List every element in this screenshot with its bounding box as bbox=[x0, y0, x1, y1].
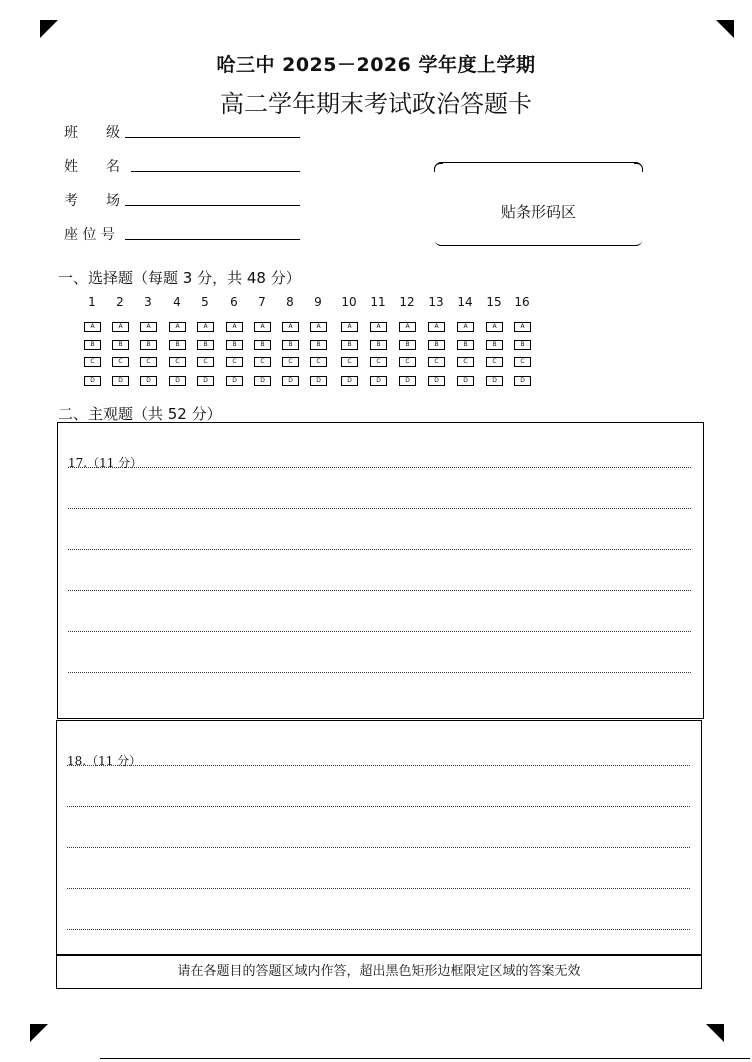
corner-marker-top-left bbox=[40, 20, 58, 38]
seat-number-label: 座 位 号 bbox=[64, 227, 115, 243]
choice-bubble-d[interactable]: D bbox=[457, 376, 474, 386]
choice-bubble-c[interactable]: C bbox=[486, 357, 503, 367]
answer-line bbox=[67, 806, 690, 807]
exam-room-field[interactable] bbox=[125, 205, 300, 206]
answer-box-q17[interactable] bbox=[57, 422, 704, 719]
answer-line bbox=[68, 672, 691, 673]
choice-bubble-a[interactable]: A bbox=[112, 322, 129, 332]
class-field[interactable] bbox=[125, 137, 300, 138]
choice-bubble-c[interactable]: C bbox=[399, 357, 416, 367]
answer-line bbox=[67, 765, 690, 766]
question-number: 8 bbox=[286, 295, 294, 309]
answer-line bbox=[68, 590, 691, 591]
question-number: 1 bbox=[88, 295, 96, 309]
choice-bubble-b[interactable]: B bbox=[84, 340, 101, 350]
choice-bubble-b[interactable]: B bbox=[486, 340, 503, 350]
corner-marker-top-right bbox=[716, 20, 734, 38]
choice-bubble-d[interactable]: D bbox=[341, 376, 358, 386]
choice-bubble-a[interactable]: A bbox=[428, 322, 445, 332]
question-number: 14 bbox=[457, 295, 473, 309]
choice-bubble-d[interactable]: D bbox=[84, 376, 101, 386]
choice-bubble-a[interactable]: A bbox=[169, 322, 186, 332]
choice-bubble-d[interactable]: D bbox=[310, 376, 327, 386]
choice-bubble-a[interactable]: A bbox=[399, 322, 416, 332]
choice-bubble-c[interactable]: C bbox=[226, 357, 243, 367]
choice-bubble-c[interactable]: C bbox=[169, 357, 186, 367]
name-field[interactable] bbox=[131, 171, 300, 172]
choice-bubble-d[interactable]: D bbox=[226, 376, 243, 386]
answer-line bbox=[67, 847, 690, 848]
choice-bubble-d[interactable]: D bbox=[282, 376, 299, 386]
corner-marker-bottom-right bbox=[706, 1024, 724, 1042]
answer-line bbox=[68, 508, 691, 509]
exam-title-line1: 哈三中 2025－2026 学年度上学期 bbox=[216, 54, 536, 76]
question-number: 9 bbox=[314, 295, 322, 309]
answer-line bbox=[68, 631, 691, 632]
choice-bubble-b[interactable]: B bbox=[457, 340, 474, 350]
choice-bubble-d[interactable]: D bbox=[140, 376, 157, 386]
question-number: 7 bbox=[258, 295, 266, 309]
choice-bubble-c[interactable]: C bbox=[84, 357, 101, 367]
choice-bubble-c[interactable]: C bbox=[457, 357, 474, 367]
choice-bubble-c[interactable]: C bbox=[282, 357, 299, 367]
choice-bubble-a[interactable]: A bbox=[197, 322, 214, 332]
class-label: 班 级 bbox=[64, 125, 120, 141]
choice-bubble-a[interactable]: A bbox=[226, 322, 243, 332]
question-number: 2 bbox=[116, 295, 124, 309]
question-number: 3 bbox=[144, 295, 152, 309]
name-label: 姓 名 bbox=[64, 159, 120, 175]
choice-bubble-c[interactable]: C bbox=[310, 357, 327, 367]
choice-bubble-d[interactable]: D bbox=[370, 376, 387, 386]
choice-bubble-d[interactable]: D bbox=[486, 376, 503, 386]
answer-line bbox=[68, 549, 691, 550]
seat-number-field[interactable] bbox=[125, 239, 300, 240]
question-number: 5 bbox=[201, 295, 209, 309]
choice-bubble-c[interactable]: C bbox=[514, 357, 531, 367]
choice-bubble-c[interactable]: C bbox=[140, 357, 157, 367]
choice-bubble-a[interactable]: A bbox=[140, 322, 157, 332]
choice-bubble-c[interactable]: C bbox=[112, 357, 129, 367]
choice-bubble-d[interactable]: D bbox=[428, 376, 445, 386]
answer-area-notice: 请在各题目的答题区域内作答，超出黑色矩形边框限定区域的答案无效 bbox=[56, 955, 702, 989]
choice-bubble-d[interactable]: D bbox=[399, 376, 416, 386]
exam-title-line2: 高二学年期末考试政治答题卡 bbox=[220, 90, 532, 118]
question-number: 12 bbox=[399, 295, 415, 309]
choice-bubble-c[interactable]: C bbox=[254, 357, 271, 367]
question-number: 16 bbox=[514, 295, 530, 309]
choice-bubble-a[interactable]: A bbox=[282, 322, 299, 332]
question-number: 13 bbox=[428, 295, 444, 309]
section2-title: 二、主观题（共 52 分） bbox=[58, 405, 222, 423]
choice-bubble-b[interactable]: B bbox=[282, 340, 299, 350]
choice-bubble-b[interactable]: B bbox=[169, 340, 186, 350]
barcode-area-label: 贴条形码区 bbox=[500, 203, 576, 221]
choice-bubble-d[interactable]: D bbox=[514, 376, 531, 386]
choice-bubble-a[interactable]: A bbox=[457, 322, 474, 332]
choice-bubble-c[interactable]: C bbox=[341, 357, 358, 367]
answer-line bbox=[68, 467, 691, 468]
choice-bubble-c[interactable]: C bbox=[197, 357, 214, 367]
choice-bubble-a[interactable]: A bbox=[84, 322, 101, 332]
choice-bubble-b[interactable]: B bbox=[254, 340, 271, 350]
choice-bubble-b[interactable]: B bbox=[112, 340, 129, 350]
choice-bubble-b[interactable]: B bbox=[370, 340, 387, 350]
corner-marker-bottom-left bbox=[30, 1024, 48, 1042]
section1-title: 一、选择题（每题 3 分，共 48 分） bbox=[58, 269, 301, 287]
choice-bubble-b[interactable]: B bbox=[514, 340, 531, 350]
choice-bubble-a[interactable]: A bbox=[370, 322, 387, 332]
barcode-area bbox=[435, 162, 642, 246]
choice-bubble-a[interactable]: A bbox=[254, 322, 271, 332]
choice-bubble-a[interactable]: A bbox=[341, 322, 358, 332]
question-number: 4 bbox=[173, 295, 181, 309]
choice-bubble-b[interactable]: B bbox=[140, 340, 157, 350]
choice-bubble-b[interactable]: B bbox=[341, 340, 358, 350]
choice-bubble-b[interactable]: B bbox=[399, 340, 416, 350]
choice-bubble-b[interactable]: B bbox=[310, 340, 327, 350]
choice-bubble-b[interactable]: B bbox=[428, 340, 445, 350]
choice-bubble-b[interactable]: B bbox=[226, 340, 243, 350]
choice-bubble-d[interactable]: D bbox=[254, 376, 271, 386]
choice-bubble-c[interactable]: C bbox=[370, 357, 387, 367]
choice-bubble-a[interactable]: A bbox=[486, 322, 503, 332]
choice-bubble-a[interactable]: A bbox=[310, 322, 327, 332]
choice-bubble-d[interactable]: D bbox=[169, 376, 186, 386]
question-number: 6 bbox=[230, 295, 238, 309]
choice-bubble-c[interactable]: C bbox=[428, 357, 445, 367]
bottom-rule bbox=[100, 1058, 750, 1059]
choice-bubble-a[interactable]: A bbox=[514, 322, 531, 332]
question-number: 10 bbox=[341, 295, 357, 309]
question-number: 15 bbox=[486, 295, 502, 309]
answer-box-q18[interactable] bbox=[56, 720, 702, 955]
answer-line bbox=[67, 929, 690, 930]
answer-line bbox=[67, 888, 690, 889]
choice-bubble-d[interactable]: D bbox=[197, 376, 214, 386]
question-18-label: 18.（11 分） bbox=[67, 754, 142, 768]
choice-bubble-d[interactable]: D bbox=[112, 376, 129, 386]
exam-room-label: 考 场 bbox=[64, 193, 120, 209]
question-17-label: 17.（11 分） bbox=[68, 456, 143, 470]
choice-bubble-b[interactable]: B bbox=[197, 340, 214, 350]
question-number: 11 bbox=[370, 295, 386, 309]
